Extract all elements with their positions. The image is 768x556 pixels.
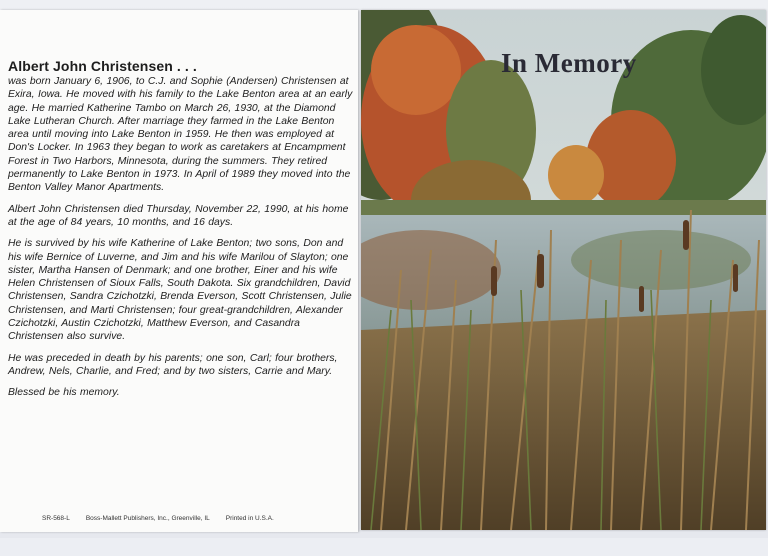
obituary-paragraph-preceded: He was preceded in death by his parents; one son, Carl; four brothers, Andrew, Nels, Charlie, and Fred; and by two sisters, Carrie and Mary. <box>8 352 338 377</box>
obituary-paragraph-biography: was born January 6, 1906, to C.J. and Sophie (Andersen) Christensen at Exira, Iowa. He moved with his family to the Lake Benton area at an early age. He married Katherine Tambo on March 26, 1930, at the Diamond Lake Lutheran Church. After marriage they farmed in the Lake Benton area until moving into Lake Benton in 1959. He then was employed at Don's Locker. In 1963 they began to work as caretakers at Encampment Forest in Two Harbors, Minnesota, during the summers. They retired permanently to Lake Benton in 1973. In April of 1989 they moved into the Benton Valley Manor Apartments. <box>8 76 353 194</box>
autumn-lake-photo <box>361 10 766 530</box>
scan-bottom-edge <box>0 538 768 556</box>
obituary-paragraph-blessing: Blessed be his memory. <box>8 387 120 399</box>
footer-publisher: Boss-Mallett Publishers, Inc., Greenville, IL <box>85 515 210 522</box>
footer-code: SR-568-L <box>42 515 70 522</box>
cover-page <box>361 10 766 530</box>
obituary-paragraph-death: Albert John Christensen died Thursday, November 22, 1990, at his home at the age of 84 years, 10 months, and 16 days. <box>8 203 349 228</box>
obituary-text <box>8 58 354 408</box>
obituary-page <box>0 10 358 532</box>
cover-title: In Memory <box>501 48 637 78</box>
publisher-footer <box>42 515 274 522</box>
footer-printed: Printed in U.S.A. <box>225 515 274 522</box>
obituary-title: Albert John Christensen . . . <box>8 58 197 74</box>
obituary-paragraph-survivors: He is survived by his wife Katherine of Lake Benton; two sons, Don and his wife Bernice of Luverne, and Jim and his wife Marilou of Slayton; one sister, Martha Hansen of Denmark; and one brother, Einer and his wife Helen Christensen of Sioux Falls, South Dakota. Six grandchildren, David Christensen, Sandra Czichotzki, Brenda Everson, Scott Christensen, Julie Christensen, and Marti Christensen; four great-grandchildren, Alexander Czichotzki, Austin Czichotzki, Matthew Everson, and Casandra Christensen also survive. <box>8 238 352 343</box>
